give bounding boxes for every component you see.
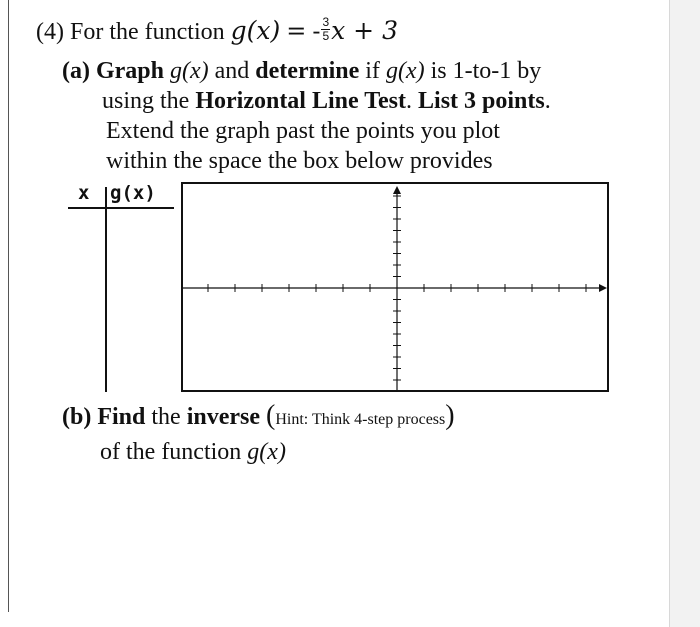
if-word: if	[365, 58, 380, 84]
period: .	[406, 88, 413, 114]
using-text: using the	[102, 88, 190, 114]
find-word: Find	[97, 404, 146, 430]
part-b-line-1	[62, 400, 455, 431]
is-one-to-one-text: is 1-to-1 by	[430, 58, 542, 84]
part-b	[62, 400, 455, 468]
question-line	[36, 16, 398, 47]
table-vertical-line	[105, 187, 107, 392]
and-word: and	[214, 58, 250, 84]
part-a	[62, 56, 662, 176]
part-a-line-4: within the space the box below provides	[106, 148, 493, 174]
fraction-denominator: 5	[322, 28, 330, 43]
table-col-gx: g(x)	[110, 182, 156, 204]
part-a-label: (a)	[62, 58, 90, 84]
horizontal-line-test: Horizontal Line Test	[195, 88, 407, 114]
paren-close: )	[445, 400, 455, 431]
part-a-func-2: g(x)	[385, 58, 425, 84]
x-axis-arrow	[599, 284, 607, 292]
fraction	[321, 16, 330, 43]
table-col-x: x	[78, 182, 90, 204]
y-axis-arrow	[393, 186, 401, 194]
function-name: g(x)	[230, 16, 281, 45]
coordinate-axes	[183, 184, 611, 394]
part-a-line-2	[62, 86, 662, 116]
part-a-line-3: Extend the graph past the points you plot	[106, 118, 500, 144]
period-2: .	[544, 88, 551, 114]
part-b-line-2	[62, 436, 455, 468]
question-lead: For the function	[69, 19, 225, 45]
part-a-func: g(x)	[170, 58, 209, 84]
graph-box[interactable]	[181, 182, 609, 392]
inverse-word: inverse	[186, 404, 261, 430]
part-b-label: (b)	[62, 404, 92, 430]
determine-word: determine	[255, 58, 360, 84]
hint-text: Hint: Think 4-step process	[275, 411, 446, 428]
the-word: the	[151, 404, 181, 430]
page-left-border	[8, 0, 9, 612]
table-horizontal-line	[68, 207, 174, 209]
question-number: (4)	[36, 19, 64, 45]
paren-open: (	[266, 400, 276, 431]
part-b-func: g(x)	[247, 439, 286, 465]
graph-word: Graph	[95, 58, 164, 84]
fraction-numerator: 3	[322, 14, 330, 29]
equals-sign: =	[286, 17, 307, 45]
list-points: List 3 points	[418, 88, 545, 114]
function-rest: x + 3	[331, 16, 398, 45]
negative-sign: -	[312, 17, 321, 45]
part-a-line-1	[62, 56, 662, 86]
page-right-margin	[669, 0, 700, 627]
of-the-function-text: of the function	[100, 439, 242, 465]
